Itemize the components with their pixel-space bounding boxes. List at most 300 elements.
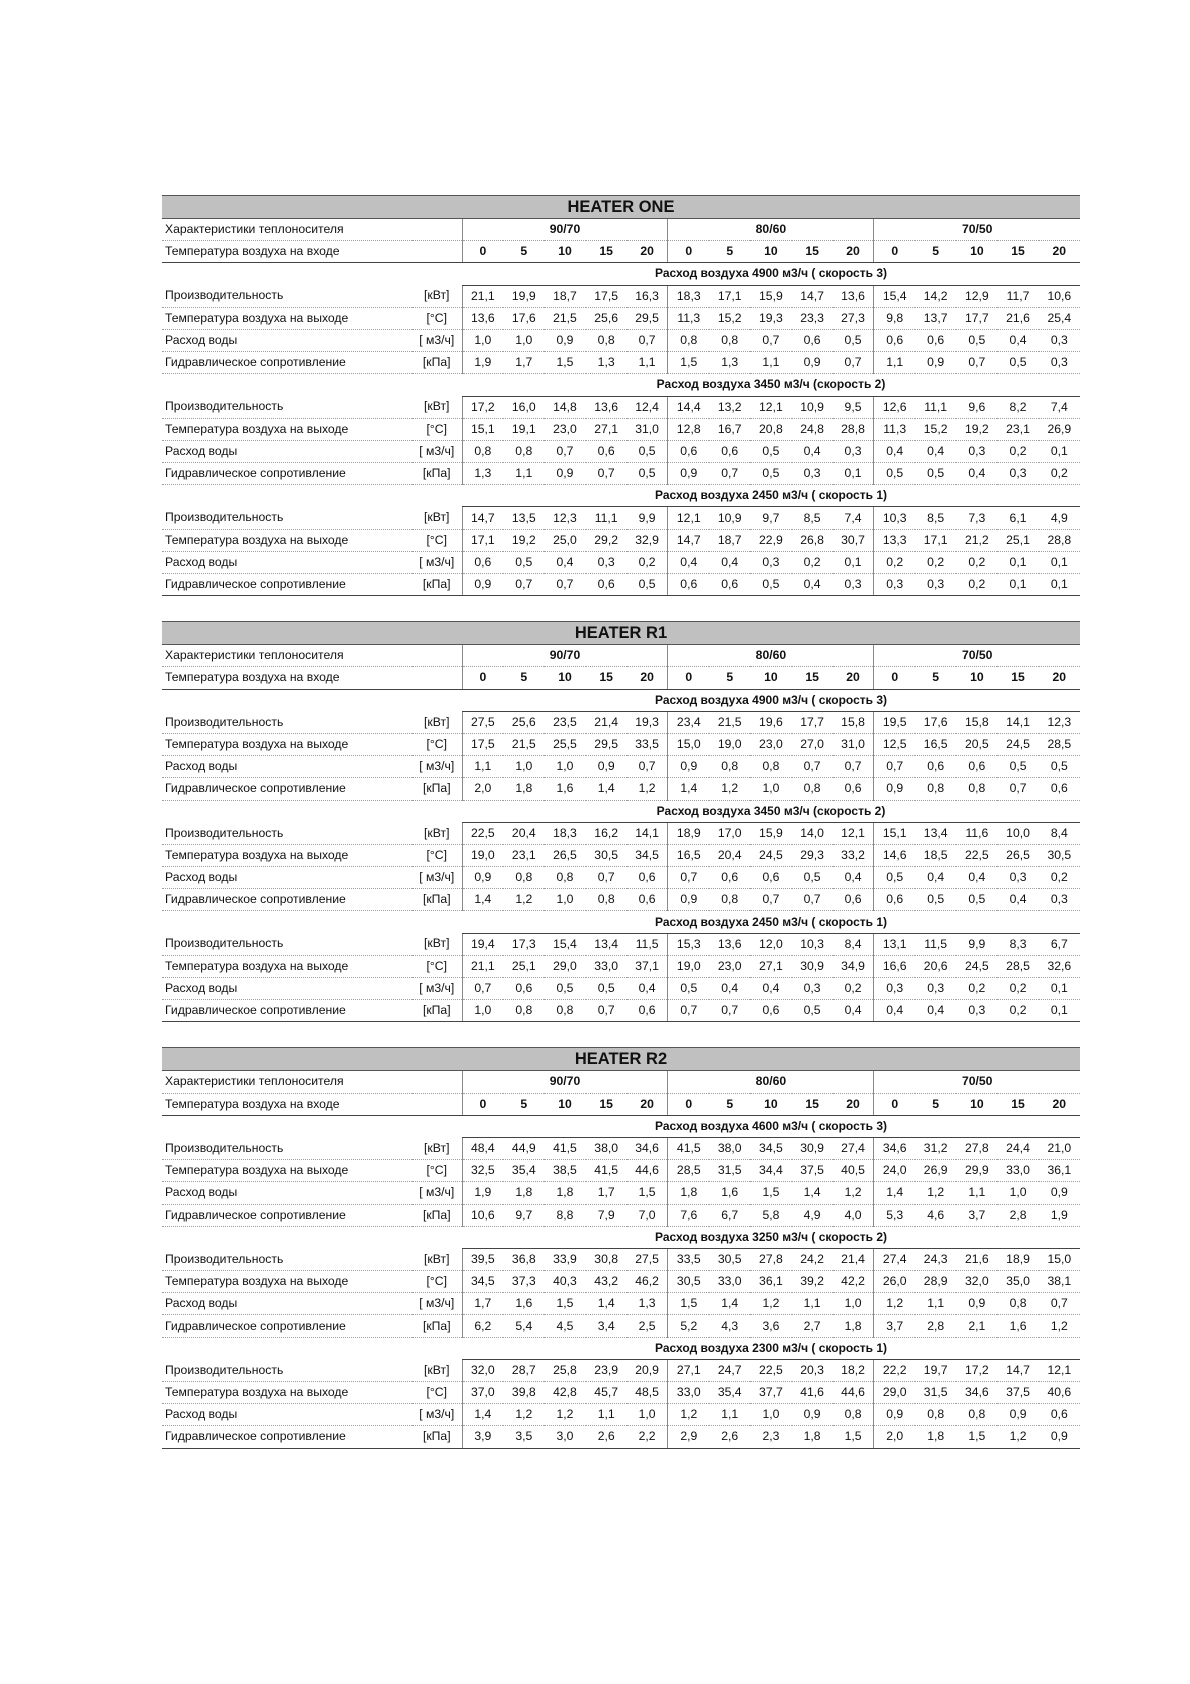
data-cell: 32,0 <box>462 1359 503 1381</box>
data-cell: 17,2 <box>462 396 503 418</box>
airflow-row <box>162 1226 1080 1248</box>
data-cell: 12,1 <box>1039 1359 1080 1381</box>
data-cell: 1,8 <box>792 1426 833 1448</box>
data-cell: 0,7 <box>709 1000 750 1022</box>
data-cell: 34,5 <box>750 1137 791 1159</box>
data-cell: 14,6 <box>874 844 915 866</box>
data-cell: 38,0 <box>586 1137 627 1159</box>
data-cell: 0,9 <box>544 463 585 485</box>
data-row-resistance <box>162 889 1080 911</box>
data-cell: 1,2 <box>709 778 750 800</box>
data-cell: 34,6 <box>956 1382 997 1404</box>
data-cell: 0,7 <box>586 463 627 485</box>
data-cell: 15,9 <box>750 822 791 844</box>
data-cell: 0,7 <box>668 867 709 889</box>
data-cell: 13,4 <box>915 822 956 844</box>
data-cell: 1,5 <box>627 1182 668 1204</box>
inlet-temp-value: 20 <box>833 1093 874 1115</box>
data-cell: 9,9 <box>627 507 668 529</box>
data-row-out-temp <box>162 529 1080 551</box>
data-cell: 25,6 <box>586 307 627 329</box>
data-cell: 0,8 <box>915 778 956 800</box>
data-cell: 0,9 <box>792 352 833 374</box>
data-cell: 1,7 <box>462 1293 503 1315</box>
data-cell: 1,6 <box>709 1182 750 1204</box>
data-cell: 15,2 <box>709 307 750 329</box>
data-cell: 1,0 <box>544 889 585 911</box>
data-cell: 0,5 <box>915 889 956 911</box>
data-cell: 0,1 <box>833 551 874 573</box>
inlet-temp-value: 20 <box>833 667 874 689</box>
inlet-temp-row <box>162 241 1080 263</box>
data-cell: 0,3 <box>750 551 791 573</box>
data-cell: 4,5 <box>544 1315 585 1337</box>
row-label: Производительность <box>162 285 412 307</box>
data-cell: 19,0 <box>462 844 503 866</box>
data-cell: 0,8 <box>833 1404 874 1426</box>
data-row-water-flow <box>162 1293 1080 1315</box>
data-cell: 7,3 <box>956 507 997 529</box>
data-cell: 0,3 <box>874 574 915 596</box>
data-cell: 0,7 <box>833 756 874 778</box>
airflow-row <box>162 374 1080 396</box>
data-cell: 16,5 <box>668 844 709 866</box>
data-cell: 27,0 <box>792 733 833 755</box>
airflow-spacer <box>412 374 462 396</box>
data-cell: 21,4 <box>586 711 627 733</box>
heater-title-row <box>162 1048 1080 1071</box>
row-label: Температура воздуха на выходе <box>162 529 412 551</box>
data-cell: 22,9 <box>750 529 791 551</box>
row-label: Расход воды <box>162 756 412 778</box>
data-cell: 0,7 <box>668 1000 709 1022</box>
airflow-spacer <box>412 800 462 822</box>
data-cell: 0,9 <box>1039 1426 1080 1448</box>
data-cell: 2,0 <box>462 778 503 800</box>
data-cell: 0,2 <box>874 551 915 573</box>
data-cell: 29,0 <box>544 955 585 977</box>
data-cell: 1,0 <box>833 1293 874 1315</box>
row-label: Температура воздуха на выходе <box>162 1382 412 1404</box>
data-cell: 1,1 <box>792 1293 833 1315</box>
data-cell: 3,7 <box>874 1315 915 1337</box>
data-cell: 17,1 <box>709 285 750 307</box>
data-cell: 5,8 <box>750 1204 791 1226</box>
data-cell: 0,6 <box>627 889 668 911</box>
data-cell: 0,8 <box>792 778 833 800</box>
data-cell: 13,5 <box>503 507 544 529</box>
inlet-temp-value: 20 <box>1039 1093 1080 1115</box>
data-cell: 0,6 <box>709 867 750 889</box>
data-cell: 1,4 <box>874 1182 915 1204</box>
data-row-output <box>162 1137 1080 1159</box>
airflow-spacer <box>162 1226 412 1248</box>
data-cell: 1,4 <box>792 1182 833 1204</box>
data-cell: 28,8 <box>833 418 874 440</box>
data-cell: 30,5 <box>586 844 627 866</box>
data-cell: 21,5 <box>544 307 585 329</box>
data-cell: 15,0 <box>668 733 709 755</box>
data-cell: 13,3 <box>874 529 915 551</box>
data-cell: 23,4 <box>668 711 709 733</box>
data-cell: 1,8 <box>503 1182 544 1204</box>
inlet-temp-value: 20 <box>627 667 668 689</box>
data-cell: 0,2 <box>956 978 997 1000</box>
data-cell: 1,2 <box>627 778 668 800</box>
data-cell: 24,0 <box>874 1160 915 1182</box>
data-cell: 1,0 <box>503 329 544 351</box>
data-cell: 0,6 <box>874 889 915 911</box>
inlet-temp-value: 0 <box>668 241 709 263</box>
data-cell: 0,7 <box>956 352 997 374</box>
data-cell: 0,6 <box>586 440 627 462</box>
row-unit: [°C] <box>412 418 462 440</box>
airflow-row <box>162 1337 1080 1359</box>
row-label: Расход воды <box>162 440 412 462</box>
data-cell: 29,3 <box>792 844 833 866</box>
carrier-group-label: 80/60 <box>668 1071 874 1093</box>
inlet-temp-value: 0 <box>462 667 503 689</box>
data-cell: 26,9 <box>915 1160 956 1182</box>
data-cell: 1,0 <box>627 1404 668 1426</box>
data-cell: 13,6 <box>833 285 874 307</box>
carrier-row <box>162 645 1080 667</box>
data-cell: 24,7 <box>709 1359 750 1381</box>
data-cell: 25,5 <box>544 733 585 755</box>
data-cell: 0,2 <box>997 1000 1038 1022</box>
carrier-group-label: 70/50 <box>874 645 1080 667</box>
data-cell: 33,5 <box>668 1248 709 1270</box>
data-cell: 18,9 <box>997 1248 1038 1270</box>
data-cell: 0,4 <box>915 867 956 889</box>
carrier-group-label: 70/50 <box>874 1071 1080 1093</box>
airflow-spacer <box>412 1337 462 1359</box>
data-cell: 0,5 <box>792 1000 833 1022</box>
data-cell: 1,6 <box>997 1315 1038 1337</box>
data-cell: 0,5 <box>792 867 833 889</box>
data-cell: 5,2 <box>668 1315 709 1337</box>
data-cell: 0,4 <box>668 551 709 573</box>
data-cell: 0,4 <box>874 440 915 462</box>
data-cell: 0,8 <box>462 440 503 462</box>
row-label: Гидравлическое сопротивление <box>162 1204 412 1226</box>
data-cell: 15,4 <box>544 933 585 955</box>
data-cell: 19,1 <box>503 418 544 440</box>
airflow-label: Расход воздуха 3450 м3/ч (скорость 2) <box>462 800 1080 822</box>
data-cell: 41,5 <box>668 1137 709 1159</box>
data-row-water-flow <box>162 978 1080 1000</box>
data-cell: 0,5 <box>750 440 791 462</box>
data-row-out-temp <box>162 1160 1080 1182</box>
data-cell: 2,8 <box>997 1204 1038 1226</box>
data-cell: 11,6 <box>956 822 997 844</box>
data-cell: 0,7 <box>544 440 585 462</box>
row-unit: [кПа] <box>412 463 462 485</box>
row-unit: [ м3/ч] <box>412 756 462 778</box>
row-unit: [кВт] <box>412 711 462 733</box>
data-cell: 20,5 <box>956 733 997 755</box>
data-cell: 17,6 <box>915 711 956 733</box>
data-cell: 37,0 <box>462 1382 503 1404</box>
data-cell: 23,0 <box>709 955 750 977</box>
data-cell: 0,6 <box>833 889 874 911</box>
heater-table <box>162 1047 1080 1448</box>
data-cell: 9,9 <box>956 933 997 955</box>
data-cell: 33,5 <box>627 733 668 755</box>
data-cell: 0,4 <box>792 440 833 462</box>
data-cell: 1,2 <box>503 889 544 911</box>
data-cell: 3,0 <box>544 1426 585 1448</box>
data-cell: 23,0 <box>750 733 791 755</box>
data-cell: 0,2 <box>956 574 997 596</box>
data-cell: 17,0 <box>709 822 750 844</box>
data-cell: 0,4 <box>544 551 585 573</box>
inlet-temp-value: 0 <box>874 667 915 689</box>
inlet-temp-unit-cell <box>412 667 462 689</box>
data-cell: 0,1 <box>1039 440 1080 462</box>
data-cell: 13,6 <box>462 307 503 329</box>
data-cell: 1,0 <box>750 778 791 800</box>
data-cell: 18,3 <box>668 285 709 307</box>
data-cell: 39,8 <box>503 1382 544 1404</box>
data-cell: 0,5 <box>668 978 709 1000</box>
data-cell: 12,1 <box>833 822 874 844</box>
inlet-temp-value: 5 <box>915 667 956 689</box>
data-row-resistance <box>162 778 1080 800</box>
data-cell: 24,2 <box>792 1248 833 1270</box>
row-unit: [ м3/ч] <box>412 329 462 351</box>
data-cell: 0,8 <box>997 1293 1038 1315</box>
data-cell: 23,0 <box>544 418 585 440</box>
data-cell: 2,2 <box>627 1426 668 1448</box>
data-cell: 8,5 <box>915 507 956 529</box>
data-cell: 13,4 <box>586 933 627 955</box>
data-cell: 0,4 <box>915 1000 956 1022</box>
data-cell: 38,5 <box>544 1160 585 1182</box>
data-cell: 0,3 <box>915 978 956 1000</box>
data-cell: 4,6 <box>915 1204 956 1226</box>
data-cell: 0,5 <box>627 463 668 485</box>
data-cell: 0,8 <box>503 867 544 889</box>
data-cell: 12,3 <box>1039 711 1080 733</box>
data-cell: 17,6 <box>503 307 544 329</box>
data-cell: 0,3 <box>792 978 833 1000</box>
data-cell: 0,4 <box>956 867 997 889</box>
data-cell: 19,7 <box>915 1359 956 1381</box>
data-cell: 19,6 <box>750 711 791 733</box>
data-cell: 31,0 <box>833 733 874 755</box>
data-cell: 0,1 <box>1039 1000 1080 1022</box>
data-cell: 11,3 <box>668 307 709 329</box>
data-cell: 36,1 <box>750 1271 791 1293</box>
data-cell: 3,6 <box>750 1315 791 1337</box>
data-cell: 0,8 <box>544 867 585 889</box>
data-cell: 14,0 <box>792 822 833 844</box>
data-cell: 1,2 <box>503 1404 544 1426</box>
data-cell: 19,0 <box>709 733 750 755</box>
row-label: Гидравлическое сопротивление <box>162 1315 412 1337</box>
row-unit: [кВт] <box>412 1137 462 1159</box>
data-cell: 0,7 <box>709 463 750 485</box>
data-cell: 3,7 <box>956 1204 997 1226</box>
inlet-temp-value: 5 <box>503 241 544 263</box>
data-cell: 0,9 <box>668 463 709 485</box>
carrier-group-label: 80/60 <box>668 645 874 667</box>
data-cell: 29,2 <box>586 529 627 551</box>
data-cell: 0,9 <box>874 778 915 800</box>
data-cell: 0,6 <box>709 574 750 596</box>
airflow-label: Расход воздуха 4600 м3/ч ( скорость 3) <box>462 1115 1080 1137</box>
data-cell: 11,3 <box>874 418 915 440</box>
data-cell: 8,8 <box>544 1204 585 1226</box>
data-cell: 0,5 <box>874 463 915 485</box>
data-cell: 27,1 <box>750 955 791 977</box>
data-cell: 0,2 <box>997 440 1038 462</box>
data-cell: 43,2 <box>586 1271 627 1293</box>
data-cell: 25,1 <box>997 529 1038 551</box>
data-cell: 27,8 <box>956 1137 997 1159</box>
data-cell: 29,5 <box>586 733 627 755</box>
data-cell: 9,7 <box>750 507 791 529</box>
data-row-water-flow <box>162 867 1080 889</box>
row-label: Расход воды <box>162 1404 412 1426</box>
data-cell: 9,7 <box>503 1204 544 1226</box>
data-row-out-temp <box>162 1271 1080 1293</box>
airflow-label: Расход воздуха 4900 м3/ч ( скорость 3) <box>462 689 1080 711</box>
row-unit: [ м3/ч] <box>412 440 462 462</box>
row-unit: [кПа] <box>412 1426 462 1448</box>
data-cell: 4,9 <box>792 1204 833 1226</box>
data-cell: 19,9 <box>503 285 544 307</box>
data-cell: 36,1 <box>1039 1160 1080 1182</box>
inlet-temp-value: 15 <box>586 241 627 263</box>
data-cell: 0,6 <box>1039 1404 1080 1426</box>
data-cell: 0,6 <box>750 867 791 889</box>
data-cell: 0,8 <box>956 1404 997 1426</box>
data-cell: 35,4 <box>503 1160 544 1182</box>
data-cell: 1,0 <box>503 756 544 778</box>
data-cell: 34,9 <box>833 955 874 977</box>
row-unit: [°C] <box>412 1271 462 1293</box>
data-cell: 42,8 <box>544 1382 585 1404</box>
data-cell: 0,7 <box>586 1000 627 1022</box>
data-cell: 0,9 <box>544 329 585 351</box>
data-cell: 0,5 <box>956 889 997 911</box>
inlet-temp-value: 5 <box>503 1093 544 1115</box>
data-row-resistance <box>162 1426 1080 1448</box>
data-cell: 30,8 <box>586 1248 627 1270</box>
carrier-unit-cell <box>412 1071 462 1093</box>
data-cell: 17,7 <box>792 711 833 733</box>
data-cell: 16,0 <box>503 396 544 418</box>
data-cell: 18,7 <box>709 529 750 551</box>
inlet-temp-value: 10 <box>750 667 791 689</box>
data-cell: 11,1 <box>586 507 627 529</box>
data-cell: 28,8 <box>1039 529 1080 551</box>
data-cell: 21,4 <box>833 1248 874 1270</box>
row-label: Гидравлическое сопротивление <box>162 463 412 485</box>
data-cell: 1,7 <box>586 1182 627 1204</box>
airflow-row <box>162 263 1080 285</box>
data-cell: 0,6 <box>462 551 503 573</box>
data-cell: 34,5 <box>462 1271 503 1293</box>
data-cell: 0,3 <box>956 440 997 462</box>
heater-title: HEATER ONE <box>162 196 1080 219</box>
data-cell: 2,1 <box>956 1315 997 1337</box>
data-cell: 3,4 <box>586 1315 627 1337</box>
data-row-resistance <box>162 1204 1080 1226</box>
inlet-temp-label: Температура воздуха на входе <box>162 1093 412 1115</box>
data-cell: 0,7 <box>874 756 915 778</box>
data-cell: 0,4 <box>874 1000 915 1022</box>
data-cell: 12,1 <box>668 507 709 529</box>
data-cell: 1,1 <box>462 756 503 778</box>
data-cell: 23,1 <box>503 844 544 866</box>
data-cell: 0,3 <box>997 867 1038 889</box>
data-cell: 0,5 <box>627 440 668 462</box>
airflow-row <box>162 689 1080 711</box>
data-cell: 0,7 <box>627 756 668 778</box>
data-cell: 31,0 <box>627 418 668 440</box>
row-label: Температура воздуха на выходе <box>162 733 412 755</box>
inlet-temp-unit-cell <box>412 241 462 263</box>
data-cell: 1,5 <box>544 1293 585 1315</box>
data-cell: 16,5 <box>915 733 956 755</box>
data-cell: 15,4 <box>874 285 915 307</box>
data-cell: 9,6 <box>956 396 997 418</box>
data-cell: 25,1 <box>503 955 544 977</box>
carrier-group-label: 90/70 <box>462 1071 668 1093</box>
data-cell: 1,5 <box>833 1426 874 1448</box>
row-unit: [ м3/ч] <box>412 1293 462 1315</box>
data-cell: 28,7 <box>503 1359 544 1381</box>
data-cell: 11,1 <box>915 396 956 418</box>
data-cell: 0,6 <box>915 756 956 778</box>
inlet-temp-value: 15 <box>792 667 833 689</box>
row-unit: [°C] <box>412 529 462 551</box>
data-cell: 21,5 <box>503 733 544 755</box>
row-unit: [кПа] <box>412 1204 462 1226</box>
data-cell: 15,0 <box>1039 1248 1080 1270</box>
inlet-temp-value: 10 <box>544 241 585 263</box>
data-cell: 40,6 <box>1039 1382 1080 1404</box>
data-row-water-flow <box>162 329 1080 351</box>
row-unit: [ м3/ч] <box>412 1182 462 1204</box>
data-cell: 0,8 <box>503 440 544 462</box>
data-cell: 13,2 <box>709 396 750 418</box>
data-row-water-flow <box>162 756 1080 778</box>
data-cell: 9,8 <box>874 307 915 329</box>
data-cell: 0,9 <box>997 1404 1038 1426</box>
data-cell: 3,5 <box>503 1426 544 1448</box>
row-unit: [ м3/ч] <box>412 978 462 1000</box>
data-cell: 0,9 <box>668 889 709 911</box>
data-cell: 32,9 <box>627 529 668 551</box>
airflow-spacer <box>162 689 412 711</box>
data-cell: 0,8 <box>709 756 750 778</box>
inlet-temp-value: 20 <box>627 241 668 263</box>
data-cell: 1,5 <box>750 1182 791 1204</box>
data-cell: 27,4 <box>874 1248 915 1270</box>
data-row-resistance <box>162 1000 1080 1022</box>
data-cell: 0,2 <box>627 551 668 573</box>
airflow-row <box>162 800 1080 822</box>
data-cell: 11,7 <box>997 285 1038 307</box>
data-cell: 11,5 <box>627 933 668 955</box>
airflow-label: Расход воздуха 2450 м3/ч ( скорость 1) <box>462 911 1080 933</box>
data-cell: 6,1 <box>997 507 1038 529</box>
data-cell: 7,9 <box>586 1204 627 1226</box>
